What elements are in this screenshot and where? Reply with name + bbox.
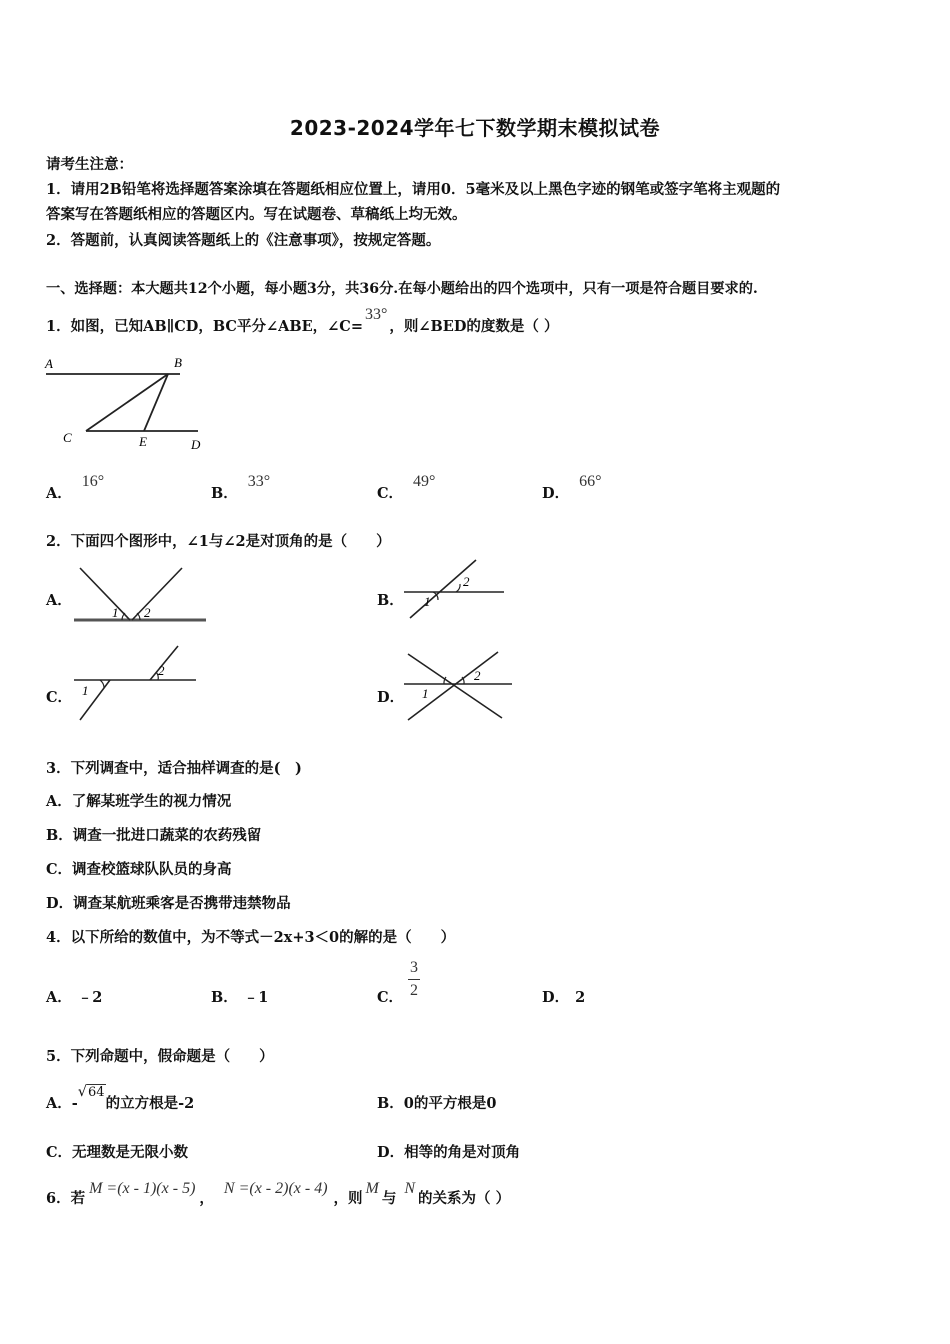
cube-root-expression: √64: [77, 1084, 105, 1100]
q2-option-d-label: D．: [377, 689, 405, 706]
notice-heading: 请考生注意：: [46, 156, 133, 173]
q1-label-b: B: [174, 355, 182, 370]
svg-text:1: 1: [112, 605, 119, 620]
q6-expression-n: N =(x - 2)(x - 4): [223, 1180, 328, 1197]
q1-label-e: E: [139, 434, 147, 449]
question-2: 2．下面四个图形中，∠1与∠2是对顶角的是（ ）: [46, 533, 391, 550]
q5-option-b: B．0的平方根是0: [377, 1095, 497, 1112]
page-title: 2023-2024学年七下数学期末模拟试卷: [289, 116, 661, 140]
svg-text:2: 2: [144, 605, 151, 620]
svg-text:1: 1: [424, 594, 431, 609]
notice-item-1-line-1: 1．请用2B铅笔将选择题答案涂填在答题纸相应位置上，请用0．5毫米及以上黑色字迹的钢笔或签字笔将主观题的: [46, 181, 781, 198]
q2-figure-c: [70, 642, 200, 724]
svg-text:2: 2: [158, 663, 165, 678]
q1-angle-value: 33°: [365, 306, 388, 323]
section-heading: 一、选择题：本大题共12个小题，每小题3分，共36分.在每小题给出的四个选项中，只有一项是符合题目要求的.: [46, 281, 758, 297]
q1-option-b: B．33°: [211, 473, 271, 502]
q3-option-a: A．了解某班学生的视力情况: [46, 793, 232, 810]
q5-option-c: C．无理数是无限小数: [46, 1144, 189, 1161]
question-3: 3．下列调查中，适合抽样调查的是( ): [46, 760, 302, 777]
q4-option-a: A． ﹣2: [46, 989, 103, 1006]
q5-option-d: D．相等的角是对顶角: [377, 1144, 521, 1161]
q1-label-c: C: [63, 430, 72, 445]
question-4: 4．以下所给的数值中，为不等式－2x+3＜0的解的是（ ）: [46, 929, 456, 946]
q2-figure-b: [400, 556, 510, 624]
q2-option-c-label: C．: [46, 689, 73, 706]
q2-figure-d: [400, 646, 516, 724]
question-1: [46, 306, 559, 336]
q1-option-a: A．16°: [46, 473, 105, 502]
svg-text:1: 1: [82, 683, 89, 698]
fraction-denominator: 2: [410, 982, 418, 999]
q4-option-c-label: C．: [377, 989, 404, 1006]
q3-option-c: C．调查校篮球队队员的身高: [46, 861, 232, 878]
question-6: 6．若M =(x - 1)(x - 5)，N =(x - 2)(x - 4)，则M与N的关系为（ ）: [46, 1180, 511, 1207]
q1-stem-post: ，则∠BED的度数是（ ）: [389, 318, 559, 335]
notice-item-1-line-2: 答案写在答题纸相应的答题区内。写在试题卷、草稿纸上均无效。: [46, 206, 467, 223]
q1-option-d: D．66°: [542, 473, 602, 502]
q3-option-b: B．调查一批进口蔬菜的农药残留: [46, 827, 262, 844]
q1-label-a: A: [45, 356, 53, 371]
q1-option-c: C．49°: [377, 473, 436, 502]
fraction-numerator: 3: [410, 959, 418, 976]
svg-text:1: 1: [422, 686, 429, 701]
q4-option-c-fraction: [408, 959, 420, 1000]
q5-option-a: A．-√64的立方根是-2: [46, 1084, 195, 1112]
svg-text:2: 2: [463, 574, 470, 589]
q2-option-b-label: B．: [377, 592, 404, 609]
q6-expression-m: M =(x - 1)(x - 5): [89, 1180, 196, 1197]
q3-option-d: D．调查某航班乘客是否携带违禁物品: [46, 895, 291, 912]
q2-option-a-label: A．: [46, 592, 72, 609]
question-5: 5．下列命题中，假命题是（ ）: [46, 1048, 274, 1065]
notice-item-2: 2．答题前，认真阅读答题纸上的《注意事项》，按规定答题。: [46, 232, 441, 249]
q1-stem-pre: 1．如图，已知AB∥CD，BC平分∠ABE，∠C=: [46, 318, 363, 335]
q2-figure-a: [70, 562, 210, 628]
q1-figure: [40, 352, 220, 454]
svg-text:2: 2: [474, 668, 481, 683]
q4-option-b: B． ﹣1: [211, 989, 269, 1006]
q1-label-d: D: [191, 437, 201, 452]
q4-option-d: D． 2: [542, 989, 586, 1006]
